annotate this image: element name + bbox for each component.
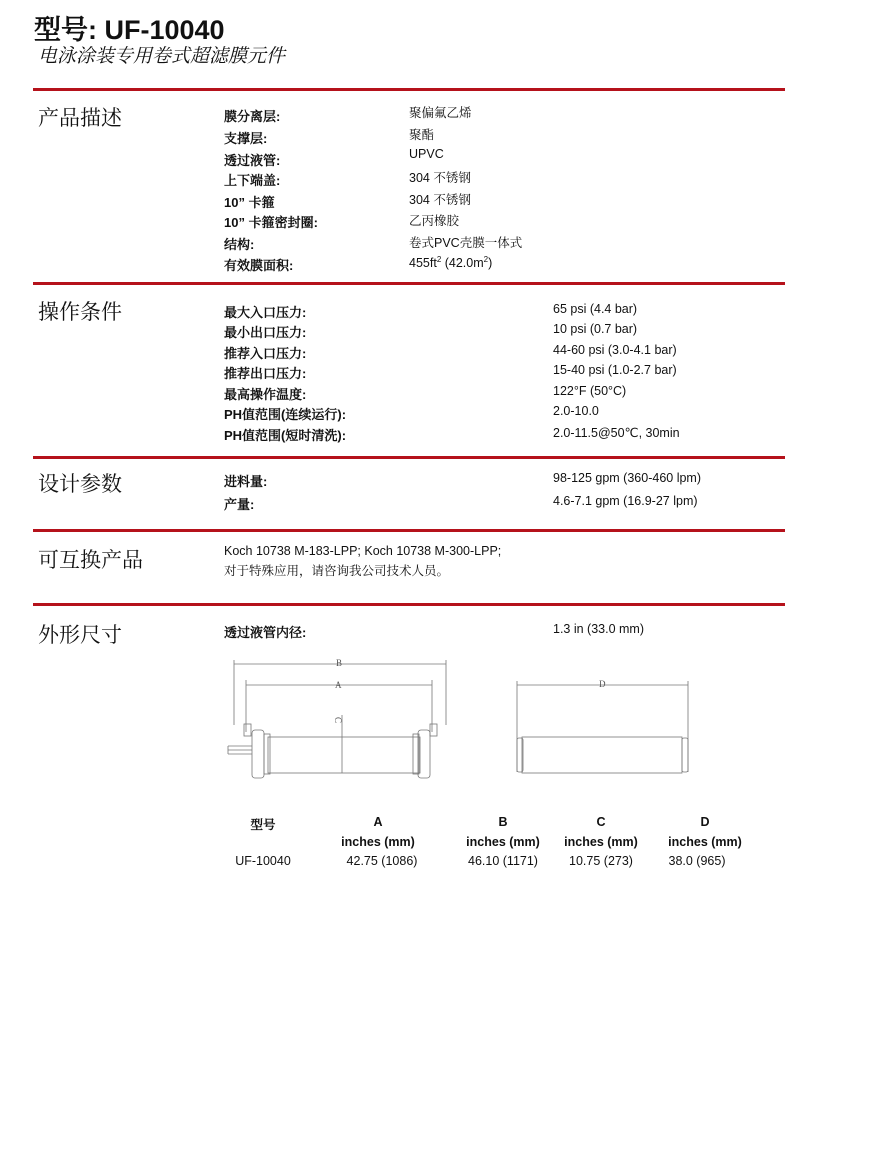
spec-value: 4.6-7.1 gpm (16.9-27 lpm) [553,494,698,508]
dimension-label-b: B [336,658,343,668]
table-header: 型号 [250,818,276,832]
table-unit: inches (mm) [466,835,540,849]
spec-label: 10” 卡箍密封圈: [224,215,318,230]
table-cell: 46.10 (1171) [468,854,538,868]
replacement-note: 对于特殊应用，请咨询我公司技术人员。 [224,564,450,578]
spec-value: 304 不锈钢 [409,171,471,185]
section-title-description: 产品描述 [38,107,122,130]
section-title-operating: 操作条件 [38,301,122,324]
spec-value: 1.3 in (33.0 mm) [553,622,645,636]
spec-value: 10 psi (0.7 bar) [553,322,638,336]
spec-label: 最小出口压力: [224,325,307,340]
spec-label: 10” 卡箍 [224,195,275,210]
spec-value: 44-60 psi (3.0-4.1 bar) [553,343,677,357]
spec-value: 2.0-11.5@50℃, 30min [553,426,680,440]
table-header: B [498,815,508,829]
table-header: A [373,815,383,829]
table-cell: 38.0 (965) [668,854,726,868]
table-header: C [596,815,606,829]
table-cell: 42.75 (1086) [346,854,418,868]
spec-label: 透过液管内径: [224,625,307,640]
spec-label: PH值范围(连续运行): [224,407,347,422]
spec-value: 15-40 psi (1.0-2.7 bar) [553,363,677,377]
spec-value: UPVC [409,147,444,161]
table-unit: inches (mm) [668,835,742,849]
section-divider [33,603,785,606]
spec-label: 最大入口压力: [224,305,307,320]
spec-value: 卷式PVC壳膜一体式 [409,236,523,250]
dimension-label-d: D [599,679,606,689]
spec-label: 产量: [224,497,255,512]
table-unit: inches (mm) [341,835,415,849]
spec-label: 透过液管: [224,153,281,168]
spec-label: 推荐入口压力: [224,346,307,361]
spec-label: 推荐出口压力: [224,366,307,381]
spec-label: 支撑层: [224,131,268,146]
section-title-design: 设计参数 [38,473,122,496]
section-divider [33,282,785,285]
spec-label: 上下端盖: [224,173,281,188]
table-unit: inches (mm) [564,835,638,849]
table-header: D [700,815,710,829]
element-dimension-drawing [210,650,710,785]
page-title: 型号: UF-10040 [34,15,225,45]
table-cell: 10.75 (273) [569,854,633,868]
spec-value: 乙丙橡胶 [409,214,460,228]
dimension-label-a: A [335,680,342,690]
spec-value: 65 psi (4.4 bar) [553,302,638,316]
section-divider [33,88,785,91]
section-title-replacement: 可互换产品 [38,549,143,572]
spec-value-area: $455ft^2$ $(42.0m^2)$ [409,255,493,271]
section-divider [33,529,785,532]
table-cell-model: UF-10040 [235,854,291,868]
section-divider [33,456,785,459]
spec-value: 聚酯 [409,128,435,142]
spec-value: 122°F (50°C) [553,384,627,398]
spec-label: 最高操作温度: [224,387,307,402]
spec-label: 进料量: [224,474,268,489]
spec-value: 98-125 gpm (360-460 lpm) [553,471,701,485]
spec-value: 2.0-10.0 [553,404,599,418]
spec-value: 304 不锈钢 [409,193,471,207]
spec-value: 聚偏氟乙烯 [409,106,472,120]
page-subtitle: 电泳涂装专用卷式超滤膜元件 [38,46,286,67]
spec-label: PH值范围(短时清洗): [224,428,347,443]
section-title-dimensions: 外形尺寸 [38,624,122,647]
spec-label: 有效膜面积: [224,258,294,273]
spec-label: 膜分离层: [224,109,281,124]
spec-label: 结构: [224,237,255,252]
replacement-models: Koch 10738 M-183-LPP; Koch 10738 M-300-LPP; [224,544,502,558]
dimension-label-c: C [333,717,343,724]
